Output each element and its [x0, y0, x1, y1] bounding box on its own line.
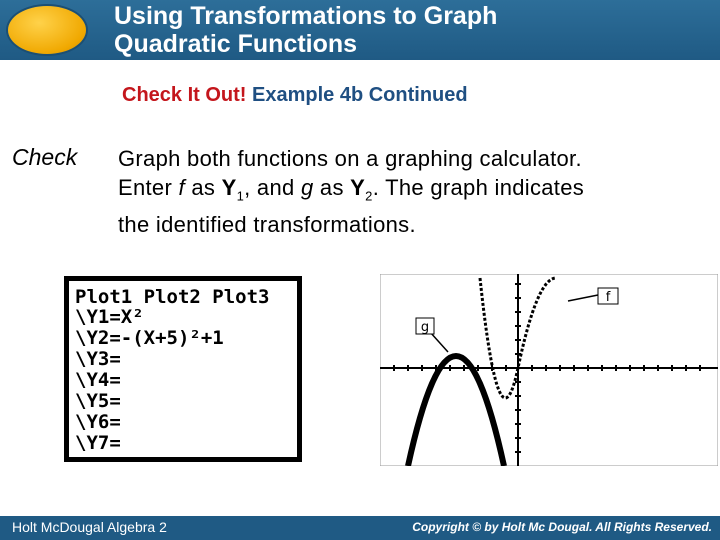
calc-y6-line: \Y6=: [75, 411, 121, 433]
text-f: f: [178, 175, 185, 200]
calc-y1-line: \Y1=X²: [75, 306, 144, 328]
title-line-1: Using Transformations to Graph: [114, 2, 498, 30]
page-title: [114, 2, 497, 58]
text-sub-1: 1: [236, 188, 245, 204]
calc-y5-line: \Y5=: [75, 390, 121, 412]
calc-plot-header: Plot1 Plot2 Plot3: [75, 286, 270, 308]
check-label: Check: [12, 144, 78, 170]
footer-bar: [0, 516, 720, 540]
text-y2: Y: [350, 175, 366, 200]
body-line-1: Graph both functions on a graphing calculator.: [118, 146, 582, 171]
text-sub-2: 2: [365, 188, 373, 204]
text-y1: Y: [221, 175, 237, 200]
header-bar: [0, 0, 720, 60]
subtitle-example: Example 4b Continued: [252, 84, 468, 106]
text-g: g: [300, 175, 314, 200]
body-line-2: [118, 173, 708, 210]
calculator-y-editor: [69, 281, 297, 457]
body-line-3: the identified transformations.: [118, 212, 416, 238]
graph-border: [380, 274, 718, 466]
calculator-screen: [64, 276, 302, 462]
slide-subtitle: [122, 84, 468, 107]
title-line-2: Quadratic Functions: [114, 30, 358, 58]
subtitle-check-it-out: Check It Out!: [122, 84, 247, 106]
footer-textbook-title: Holt McDougal Algebra 2: [12, 519, 167, 535]
text-as-2: as: [313, 175, 351, 200]
text-and: , and: [244, 175, 301, 200]
text-graph-indicates: . The graph indicates: [372, 175, 585, 200]
text-enter: Enter: [118, 175, 179, 200]
footer-copyright: Copyright © by Holt Mc Dougal. All Rights Reserved.: [412, 520, 712, 534]
logo-oval: [8, 6, 86, 54]
label-f: f: [605, 290, 611, 305]
calculator-graph: [380, 274, 718, 466]
label-g: g: [420, 320, 430, 335]
body-text: [118, 144, 708, 239]
calc-y4-line: \Y4=: [75, 369, 121, 391]
calc-y3-line: \Y3=: [75, 348, 121, 370]
calc-y7-line: \Y7=: [75, 432, 121, 454]
calc-y2-line: \Y2=-(X+5)²+1: [75, 327, 224, 349]
text-as-1: as: [184, 175, 222, 200]
